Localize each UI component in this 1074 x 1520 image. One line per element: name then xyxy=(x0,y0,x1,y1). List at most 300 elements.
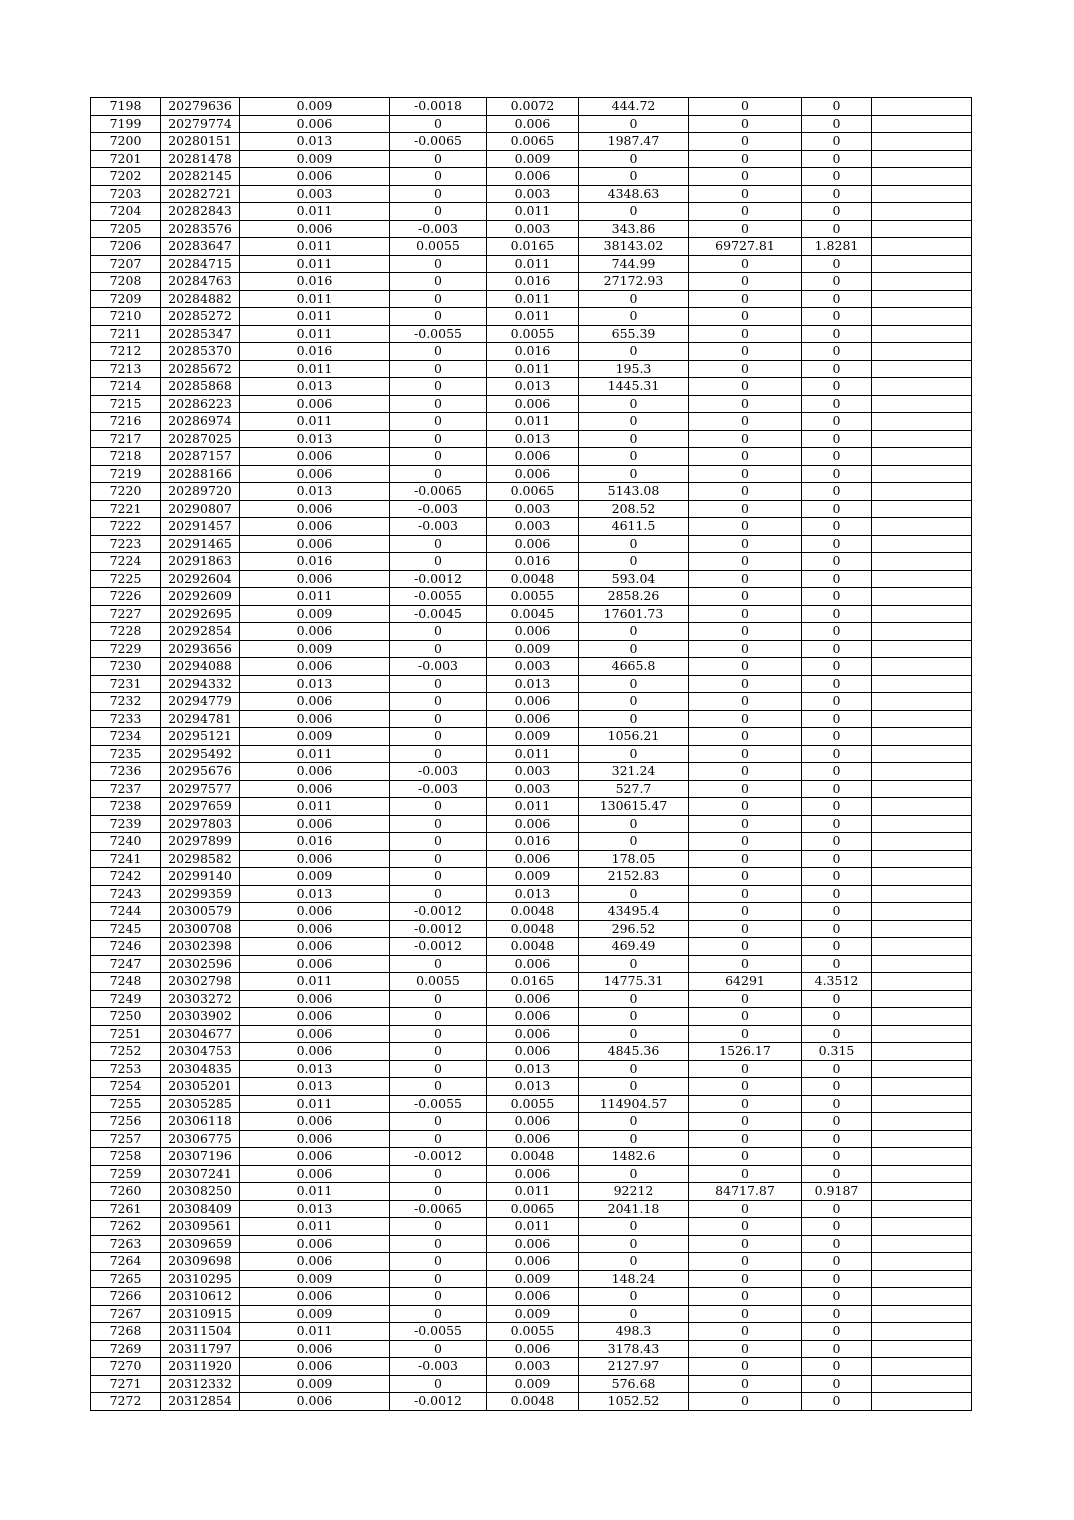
data-table xyxy=(90,97,972,1411)
empty-cell xyxy=(872,1200,972,1218)
value-c-cell: 0.003 xyxy=(487,658,579,676)
value-c-cell: 0.013 xyxy=(487,1078,579,1096)
value-b-cell: 0 xyxy=(390,1183,487,1201)
amount-cell: 0 xyxy=(579,1060,689,1078)
ratio-cell: 0 xyxy=(802,1393,872,1411)
value-c-cell: 0.006 xyxy=(487,1165,579,1183)
row-number-cell: 7248 xyxy=(91,973,161,991)
value-b-cell: 0 xyxy=(390,1305,487,1323)
empty-cell xyxy=(872,535,972,553)
value-a-cell: 0.006 xyxy=(240,518,390,536)
id-cell: 20284882 xyxy=(161,290,240,308)
ratio-cell: 0 xyxy=(802,360,872,378)
amount-2-cell: 0 xyxy=(689,1095,802,1113)
ratio-cell: 0 xyxy=(802,990,872,1008)
value-b-cell: -0.003 xyxy=(390,763,487,781)
value-a-cell: 0.011 xyxy=(240,255,390,273)
value-a-cell: 0.006 xyxy=(240,955,390,973)
value-c-cell: 0.003 xyxy=(487,780,579,798)
amount-cell: 195.3 xyxy=(579,360,689,378)
amount-cell: 0 xyxy=(579,1253,689,1271)
value-b-cell: 0 xyxy=(390,185,487,203)
amount-cell: 2152.83 xyxy=(579,868,689,886)
empty-cell xyxy=(872,920,972,938)
table-row xyxy=(91,220,972,238)
empty-cell xyxy=(872,413,972,431)
ratio-cell: 0 xyxy=(802,1375,872,1393)
ratio-cell: 0 xyxy=(802,570,872,588)
id-cell: 20300579 xyxy=(161,903,240,921)
row-number-cell: 7203 xyxy=(91,185,161,203)
ratio-cell: 0 xyxy=(802,343,872,361)
value-b-cell: -0.0065 xyxy=(390,133,487,151)
id-cell: 20311797 xyxy=(161,1340,240,1358)
value-b-cell: -0.0012 xyxy=(390,938,487,956)
value-c-cell: 0.011 xyxy=(487,308,579,326)
id-cell: 20304753 xyxy=(161,1043,240,1061)
empty-cell xyxy=(872,938,972,956)
amount-cell: 14775.31 xyxy=(579,973,689,991)
row-number-cell: 7246 xyxy=(91,938,161,956)
id-cell: 20286974 xyxy=(161,413,240,431)
value-a-cell: 0.006 xyxy=(240,920,390,938)
empty-cell xyxy=(872,1130,972,1148)
empty-cell xyxy=(872,588,972,606)
amount-cell: 1445.31 xyxy=(579,378,689,396)
row-number-cell: 7237 xyxy=(91,780,161,798)
ratio-cell: 0 xyxy=(802,1060,872,1078)
row-number-cell: 7200 xyxy=(91,133,161,151)
id-cell: 20293656 xyxy=(161,640,240,658)
table-row xyxy=(91,255,972,273)
value-c-cell: 0.006 xyxy=(487,1253,579,1271)
empty-cell xyxy=(872,500,972,518)
ratio-cell: 0 xyxy=(802,220,872,238)
id-cell: 20283576 xyxy=(161,220,240,238)
row-number-cell: 7245 xyxy=(91,920,161,938)
empty-cell xyxy=(872,255,972,273)
ratio-cell: 0 xyxy=(802,255,872,273)
value-b-cell: 0 xyxy=(390,1043,487,1061)
value-c-cell: 0.0048 xyxy=(487,938,579,956)
value-a-cell: 0.006 xyxy=(240,763,390,781)
amount-2-cell: 0 xyxy=(689,448,802,466)
empty-cell xyxy=(872,150,972,168)
empty-cell xyxy=(872,623,972,641)
row-number-cell: 7258 xyxy=(91,1148,161,1166)
empty-cell xyxy=(872,903,972,921)
id-cell: 20302798 xyxy=(161,973,240,991)
amount-cell: 0 xyxy=(579,430,689,448)
amount-cell: 0 xyxy=(579,308,689,326)
amount-2-cell: 0 xyxy=(689,325,802,343)
value-a-cell: 0.009 xyxy=(240,868,390,886)
value-a-cell: 0.006 xyxy=(240,1288,390,1306)
value-b-cell: -0.0055 xyxy=(390,588,487,606)
empty-cell xyxy=(872,273,972,291)
value-a-cell: 0.009 xyxy=(240,640,390,658)
empty-cell xyxy=(872,955,972,973)
amount-cell: 0 xyxy=(579,115,689,133)
value-a-cell: 0.013 xyxy=(240,430,390,448)
ratio-cell: 1.8281 xyxy=(802,238,872,256)
amount-cell: 0 xyxy=(579,815,689,833)
id-cell: 20294088 xyxy=(161,658,240,676)
amount-2-cell: 0 xyxy=(689,308,802,326)
amount-cell: 178.05 xyxy=(579,850,689,868)
id-cell: 20291457 xyxy=(161,518,240,536)
value-b-cell: 0 xyxy=(390,1165,487,1183)
value-a-cell: 0.011 xyxy=(240,798,390,816)
id-cell: 20297803 xyxy=(161,815,240,833)
table-row xyxy=(91,1270,972,1288)
value-b-cell: 0.0055 xyxy=(390,238,487,256)
amount-cell: 17601.73 xyxy=(579,605,689,623)
table-body xyxy=(91,98,972,1411)
amount-cell: 0 xyxy=(579,885,689,903)
amount-cell: 1056.21 xyxy=(579,728,689,746)
value-c-cell: 0.0048 xyxy=(487,1148,579,1166)
ratio-cell: 0 xyxy=(802,920,872,938)
row-number-cell: 7204 xyxy=(91,203,161,221)
empty-cell xyxy=(872,290,972,308)
amount-2-cell: 0 xyxy=(689,1323,802,1341)
amount-cell: 4611.5 xyxy=(579,518,689,536)
value-c-cell: 0.003 xyxy=(487,518,579,536)
row-number-cell: 7215 xyxy=(91,395,161,413)
value-b-cell: -0.0012 xyxy=(390,920,487,938)
value-c-cell: 0.0048 xyxy=(487,570,579,588)
table-row xyxy=(91,133,972,151)
row-number-cell: 7213 xyxy=(91,360,161,378)
amount-2-cell: 0 xyxy=(689,710,802,728)
value-c-cell: 0.006 xyxy=(487,1340,579,1358)
row-number-cell: 7214 xyxy=(91,378,161,396)
empty-cell xyxy=(872,1358,972,1376)
amount-2-cell: 0 xyxy=(689,290,802,308)
ratio-cell: 0 xyxy=(802,290,872,308)
value-c-cell: 0.006 xyxy=(487,693,579,711)
amount-cell: 0 xyxy=(579,1235,689,1253)
ratio-cell: 0 xyxy=(802,1340,872,1358)
table-row xyxy=(91,98,972,116)
id-cell: 20294781 xyxy=(161,710,240,728)
value-a-cell: 0.006 xyxy=(240,395,390,413)
id-cell: 20285672 xyxy=(161,360,240,378)
table-row xyxy=(91,115,972,133)
ratio-cell: 0 xyxy=(802,448,872,466)
empty-cell xyxy=(872,640,972,658)
empty-cell xyxy=(872,1218,972,1236)
amount-2-cell: 0 xyxy=(689,1165,802,1183)
row-number-cell: 7236 xyxy=(91,763,161,781)
value-b-cell: 0 xyxy=(390,728,487,746)
value-a-cell: 0.006 xyxy=(240,1130,390,1148)
value-c-cell: 0.016 xyxy=(487,833,579,851)
row-number-cell: 7250 xyxy=(91,1008,161,1026)
ratio-cell: 4.3512 xyxy=(802,973,872,991)
table-row xyxy=(91,430,972,448)
value-a-cell: 0.016 xyxy=(240,273,390,291)
ratio-cell: 0 xyxy=(802,605,872,623)
ratio-cell: 0 xyxy=(802,413,872,431)
amount-2-cell: 0 xyxy=(689,483,802,501)
empty-cell xyxy=(872,1305,972,1323)
amount-2-cell: 0 xyxy=(689,1270,802,1288)
row-number-cell: 7223 xyxy=(91,535,161,553)
value-a-cell: 0.011 xyxy=(240,203,390,221)
amount-2-cell: 64291 xyxy=(689,973,802,991)
row-number-cell: 7242 xyxy=(91,868,161,886)
amount-cell: 0 xyxy=(579,833,689,851)
value-b-cell: -0.0018 xyxy=(390,98,487,116)
value-c-cell: 0.011 xyxy=(487,413,579,431)
amount-2-cell: 0 xyxy=(689,220,802,238)
value-b-cell: 0 xyxy=(390,1375,487,1393)
amount-cell: 0 xyxy=(579,168,689,186)
table-row xyxy=(91,605,972,623)
table-row xyxy=(91,623,972,641)
ratio-cell: 0 xyxy=(802,1200,872,1218)
row-number-cell: 7261 xyxy=(91,1200,161,1218)
table-row xyxy=(91,553,972,571)
value-a-cell: 0.006 xyxy=(240,1393,390,1411)
id-cell: 20306775 xyxy=(161,1130,240,1148)
amount-2-cell: 0 xyxy=(689,395,802,413)
row-number-cell: 7249 xyxy=(91,990,161,1008)
value-b-cell: -0.003 xyxy=(390,1358,487,1376)
table-row xyxy=(91,1375,972,1393)
amount-2-cell: 0 xyxy=(689,570,802,588)
value-b-cell: 0 xyxy=(390,448,487,466)
id-cell: 20287025 xyxy=(161,430,240,448)
table-row xyxy=(91,500,972,518)
amount-2-cell: 0 xyxy=(689,885,802,903)
amount-2-cell: 0 xyxy=(689,798,802,816)
value-a-cell: 0.013 xyxy=(240,1078,390,1096)
ratio-cell: 0 xyxy=(802,185,872,203)
amount-2-cell: 0 xyxy=(689,1218,802,1236)
value-c-cell: 0.0048 xyxy=(487,903,579,921)
amount-cell: 343.86 xyxy=(579,220,689,238)
empty-cell xyxy=(872,868,972,886)
row-number-cell: 7202 xyxy=(91,168,161,186)
amount-2-cell: 0 xyxy=(689,728,802,746)
value-a-cell: 0.006 xyxy=(240,815,390,833)
table-row xyxy=(91,203,972,221)
amount-2-cell: 0 xyxy=(689,203,802,221)
ratio-cell: 0 xyxy=(802,693,872,711)
value-a-cell: 0.009 xyxy=(240,98,390,116)
amount-2-cell: 0 xyxy=(689,1288,802,1306)
value-c-cell: 0.009 xyxy=(487,868,579,886)
row-number-cell: 7224 xyxy=(91,553,161,571)
id-cell: 20284763 xyxy=(161,273,240,291)
empty-cell xyxy=(872,1270,972,1288)
value-b-cell: 0 xyxy=(390,1340,487,1358)
value-a-cell: 0.006 xyxy=(240,1358,390,1376)
amount-2-cell: 0 xyxy=(689,1008,802,1026)
row-number-cell: 7253 xyxy=(91,1060,161,1078)
empty-cell xyxy=(872,675,972,693)
value-b-cell: 0 xyxy=(390,833,487,851)
amount-2-cell: 0 xyxy=(689,763,802,781)
value-c-cell: 0.0048 xyxy=(487,1393,579,1411)
amount-2-cell: 0 xyxy=(689,955,802,973)
amount-2-cell: 0 xyxy=(689,1060,802,1078)
value-a-cell: 0.016 xyxy=(240,343,390,361)
ratio-cell: 0 xyxy=(802,798,872,816)
value-c-cell: 0.006 xyxy=(487,1288,579,1306)
id-cell: 20298582 xyxy=(161,850,240,868)
value-b-cell: 0 xyxy=(390,623,487,641)
row-number-cell: 7269 xyxy=(91,1340,161,1358)
id-cell: 20292695 xyxy=(161,605,240,623)
amount-2-cell: 0 xyxy=(689,273,802,291)
ratio-cell: 0 xyxy=(802,115,872,133)
table-row xyxy=(91,150,972,168)
amount-2-cell: 0 xyxy=(689,255,802,273)
value-c-cell: 0.0165 xyxy=(487,973,579,991)
row-number-cell: 7241 xyxy=(91,850,161,868)
amount-2-cell: 0 xyxy=(689,1305,802,1323)
id-cell: 20308250 xyxy=(161,1183,240,1201)
value-a-cell: 0.006 xyxy=(240,658,390,676)
value-b-cell: 0 xyxy=(390,273,487,291)
ratio-cell: 0 xyxy=(802,203,872,221)
ratio-cell: 0.315 xyxy=(802,1043,872,1061)
amount-2-cell: 0 xyxy=(689,833,802,851)
id-cell: 20310915 xyxy=(161,1305,240,1323)
ratio-cell: 0 xyxy=(802,623,872,641)
table-row xyxy=(91,710,972,728)
table-row xyxy=(91,693,972,711)
amount-2-cell: 0 xyxy=(689,675,802,693)
amount-cell: 1987.47 xyxy=(579,133,689,151)
table-row xyxy=(91,868,972,886)
amount-2-cell: 0 xyxy=(689,745,802,763)
row-number-cell: 7251 xyxy=(91,1025,161,1043)
amount-cell: 0 xyxy=(579,343,689,361)
value-c-cell: 0.006 xyxy=(487,535,579,553)
value-c-cell: 0.006 xyxy=(487,1008,579,1026)
amount-2-cell: 0 xyxy=(689,1078,802,1096)
amount-cell: 0 xyxy=(579,150,689,168)
amount-2-cell: 0 xyxy=(689,465,802,483)
ratio-cell: 0 xyxy=(802,588,872,606)
empty-cell xyxy=(872,990,972,1008)
row-number-cell: 7266 xyxy=(91,1288,161,1306)
value-b-cell: -0.003 xyxy=(390,780,487,798)
table-row xyxy=(91,885,972,903)
amount-2-cell: 0 xyxy=(689,115,802,133)
value-c-cell: 0.0065 xyxy=(487,133,579,151)
value-a-cell: 0.006 xyxy=(240,780,390,798)
amount-cell: 0 xyxy=(579,465,689,483)
amount-cell: 655.39 xyxy=(579,325,689,343)
value-b-cell: -0.003 xyxy=(390,658,487,676)
value-b-cell: 0 xyxy=(390,868,487,886)
table-row xyxy=(91,518,972,536)
value-b-cell: 0 xyxy=(390,815,487,833)
value-c-cell: 0.006 xyxy=(487,448,579,466)
value-b-cell: 0 xyxy=(390,150,487,168)
amount-cell: 0 xyxy=(579,553,689,571)
row-number-cell: 7255 xyxy=(91,1095,161,1113)
table-row xyxy=(91,570,972,588)
amount-cell: 0 xyxy=(579,1288,689,1306)
empty-cell xyxy=(872,343,972,361)
table-row xyxy=(91,1183,972,1201)
ratio-cell: 0 xyxy=(802,430,872,448)
row-number-cell: 7240 xyxy=(91,833,161,851)
row-number-cell: 7271 xyxy=(91,1375,161,1393)
amount-cell: 296.52 xyxy=(579,920,689,938)
id-cell: 20285272 xyxy=(161,308,240,326)
row-number-cell: 7256 xyxy=(91,1113,161,1131)
empty-cell xyxy=(872,1008,972,1026)
value-c-cell: 0.013 xyxy=(487,378,579,396)
table-row xyxy=(91,238,972,256)
value-a-cell: 0.016 xyxy=(240,833,390,851)
value-b-cell: -0.0055 xyxy=(390,1095,487,1113)
table-row xyxy=(91,343,972,361)
ratio-cell: 0 xyxy=(802,780,872,798)
amount-2-cell: 0 xyxy=(689,1025,802,1043)
value-b-cell: 0 xyxy=(390,413,487,431)
id-cell: 20294332 xyxy=(161,675,240,693)
amount-cell: 43495.4 xyxy=(579,903,689,921)
ratio-cell: 0 xyxy=(802,535,872,553)
ratio-cell: 0 xyxy=(802,1008,872,1026)
value-c-cell: 0.011 xyxy=(487,203,579,221)
value-a-cell: 0.011 xyxy=(240,745,390,763)
amount-cell: 38143.02 xyxy=(579,238,689,256)
value-b-cell: 0 xyxy=(390,430,487,448)
amount-2-cell: 0 xyxy=(689,693,802,711)
value-b-cell: 0 xyxy=(390,343,487,361)
value-c-cell: 0.009 xyxy=(487,1305,579,1323)
table-row xyxy=(91,1043,972,1061)
value-b-cell: 0 xyxy=(390,1060,487,1078)
empty-cell xyxy=(872,203,972,221)
amount-cell: 0 xyxy=(579,675,689,693)
empty-cell xyxy=(872,605,972,623)
id-cell: 20290807 xyxy=(161,500,240,518)
value-c-cell: 0.006 xyxy=(487,395,579,413)
amount-2-cell: 0 xyxy=(689,1340,802,1358)
table-row xyxy=(91,1008,972,1026)
value-b-cell: 0 xyxy=(390,955,487,973)
amount-cell: 0 xyxy=(579,395,689,413)
row-number-cell: 7227 xyxy=(91,605,161,623)
value-c-cell: 0.009 xyxy=(487,1375,579,1393)
value-a-cell: 0.011 xyxy=(240,413,390,431)
empty-cell xyxy=(872,885,972,903)
ratio-cell: 0 xyxy=(802,1253,872,1271)
value-c-cell: 0.013 xyxy=(487,430,579,448)
amount-cell: 469.49 xyxy=(579,938,689,956)
value-a-cell: 0.006 xyxy=(240,570,390,588)
id-cell: 20307241 xyxy=(161,1165,240,1183)
amount-cell: 0 xyxy=(579,745,689,763)
empty-cell xyxy=(872,1375,972,1393)
amount-cell: 4845.36 xyxy=(579,1043,689,1061)
value-a-cell: 0.011 xyxy=(240,1095,390,1113)
ratio-cell: 0 xyxy=(802,815,872,833)
empty-cell xyxy=(872,1113,972,1131)
row-number-cell: 7260 xyxy=(91,1183,161,1201)
